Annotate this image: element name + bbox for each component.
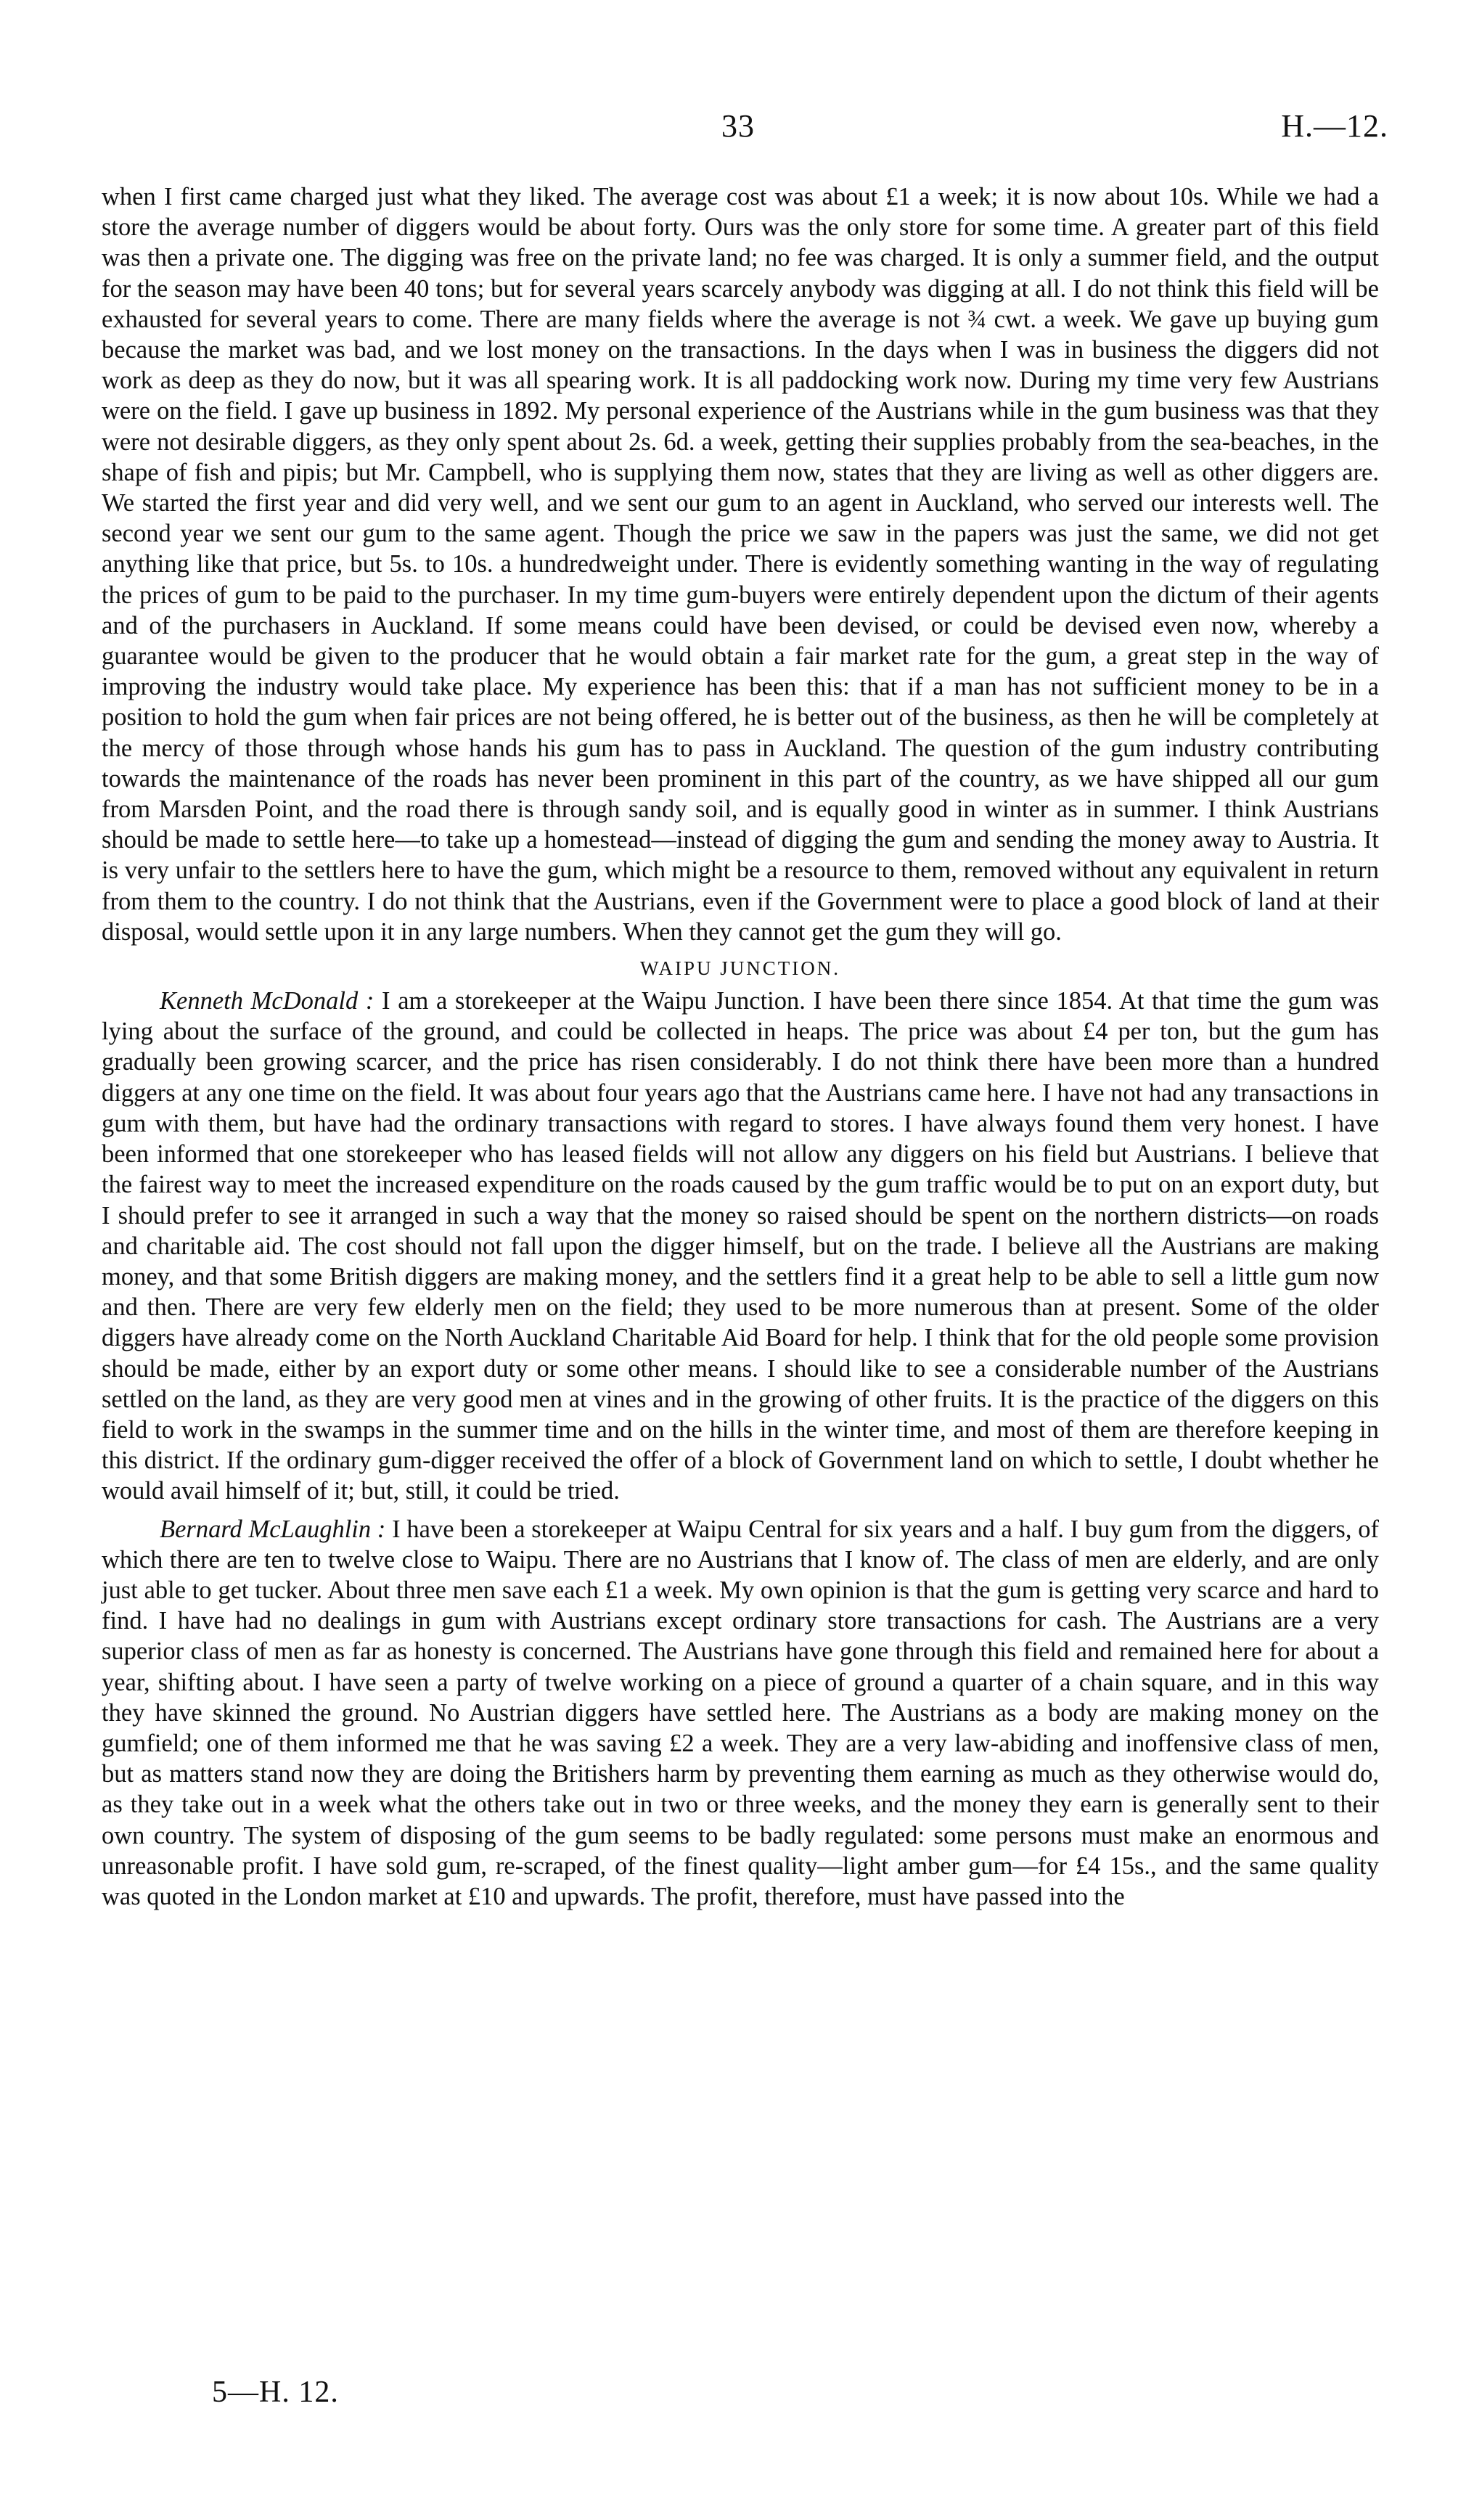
page-number: 33 [721,108,755,144]
testimony-text: I am a storekeeper at the Waipu Junction. I have been there since 1854. At that time the gum was lying about the surface of the ground, and could be collected in heaps. The price was about £4 per ton, but the gum has gradually been growing scarcer, and the price has risen considerably. I do not think there have been more than a hundred diggers at any one time on the field. It was about four years ago that the Austrians came here. I have not had any transactions in gum with them, but have had the ordinary transactions with regard to stores. I have always found them very honest. I have been informed that one storekeeper who has leased fields will not allow any diggers on his field but Austrians. I believe that the fairest way to meet the increased expenditure on the roads caused by the gum traffic would be to put on an export duty, but I should prefer to see it arranged in such a way that the money so raised should be spent on the northern districts—on roads and charitable aid. The cost should not fall upon the digger himself, but on the trade. I believe all the Austrians are making money, and that some British diggers are making money, and the settlers find it a great help to be able to sell a little gum now and then. There are very few elderly men on the field; they used to be more numerous than at present. Some of the older diggers have already come on the North Auckland Charitable Aid Board for help. I think that for the old people some provision should be made, either by an export duty or some other means. I should like to see a considerable number of the Austrians settled on the land, as they are very good men at vines and in the growing of other fruits. It is the practice of the diggers on this field to work in the swamps in the summer time and on the hills in the winter time, and most of them are therefore keeping in this district. If the ordinary gum-digger received the offer of a block of Government land on which to settle, I doubt whether he would avail himself of it; but, still, it could be tried. [102,987,1379,1505]
speaker-name: Kenneth McDonald : [160,987,374,1015]
testimony-mcdonald [102,986,1379,1506]
footer-signature: 5—H. 12. [212,2376,339,2409]
section-heading: WAIPU JUNCTION. [640,957,840,980]
body-text [102,181,1379,1912]
testimony-text: I have been a storekeeper at Waipu Central for six years and a half. I buy gum from the diggers, of which there are ten to twelve close to Waipu. There are no Austrians that I know of. The class of men are elderly, and are only just able to get tucker. About three men save each £1 a week. My own opinion is that the gum is getting very scarce and hard to find. I have had no dealings in gum with Austrians except ordinary store transactions for cash. The Austrians are a very superior class of men as far as honesty is concerned. The Austrians have gone through this field and remained here for about a year, shifting about. I have seen a party of twelve working on a piece of ground a quarter of a chain square, and in this way they have skinned the ground. No Austrian diggers have settled here. The Austrians as a body are making money on the gumfield; one of them informed me that he was saving £2 a week. They are a very law-abiding and inoffensive class of men, but as matters stand now they are doing the Britishers harm by preventing them earning as much as they otherwise would do, as they take out in a week what the others take out in two or three weeks, and the money they earn is generally sent to their own country. The system of disposing of the gum seems to be badly regulated: some persons must make an enormous and unreasonable profit. I have sold gum, re-scraped, of the finest quality—light amber gum—for £4 15s., and the same quality was quoted in the London market at £10 and upwards. The profit, therefore, must have passed into the [102,1515,1379,1910]
testimony-mclaughlin [102,1514,1379,1912]
series-code: H.—12. [1281,108,1388,144]
speaker-name: Bernard McLaughlin : [160,1515,386,1543]
opening-paragraph: when I first came charged just what they liked. The average cost was about £1 a week; it is now about 10s. While we had a store the average number of diggers would be about forty. Ours was the only store for some time. A greater part of this field was then a private one. The digging was free on the private land; no fee was charged. It is only a summer field, and the output for the season may have been 40 tons; but for several years scarcely anybody was digging at all. I do not think this field will be exhausted for several years to come. There are many fields where the average is not ¾ cwt. a week. We gave up buying gum because the market was bad, and we lost money on the transactions. In the days when I was in business the diggers did not work as deep as they do now, but it was all spearing work. It is all paddocking work now. During my time very few Austrians were on the field. I gave up business in 1892. My personal experience of the Austrians while in the gum business was that they were not desirable diggers, as they only spent about 2s. 6d. a week, getting their supplies probably from the sea-beaches, in the shape of fish and pipis; but Mr. Campbell, who is supplying them now, states that they are living as well as other diggers are. We started the first year and did very well, and we sent our gum to an agent in Auckland, who served our interests well. The second year we sent our gum to the same agent. Though the price we saw in the papers was just the same, we did not get anything like that price, but 5s. to 10s. a hundredweight under. There is evidently something wanting in the way of regulating the prices of gum to be paid to the purchaser. In my time gum-buyers were entirely dependent upon the dictum of their agents and of the purchasers in Auckland. If some means could have been devised, or could be devised even now, whereby a guarantee would be given to the producer that he would obtain a fair market rate for the gum, a great step in the way of improving the industry would take place. My experience has been this: that if a man has not sufficient money to be in a position to hold the gum when fair prices are not being offered, he is better out of the business, as then he will be completely at the mercy of those through whose hands his gum has to pass in Auckland. The question of the gum industry contributing towards the maintenance of the roads has never been prominent in this part of the country, as we have shipped all our gum from Marsden Point, and the road there is through sandy soil, and is equally good in winter as in summer. I think Austrians should be made to settle here—to take up a homestead—instead of digging the gum and sending the money away to Austria. It is very unfair to the settlers here to have the gum, which might be a resource to them, removed without any equivalent in return from them to the country. I do not think that the Austrians, even if the Government were to place a good block of land at their disposal, would settle upon it in any large numbers. When they cannot get the gum they will go. [102,183,1379,946]
